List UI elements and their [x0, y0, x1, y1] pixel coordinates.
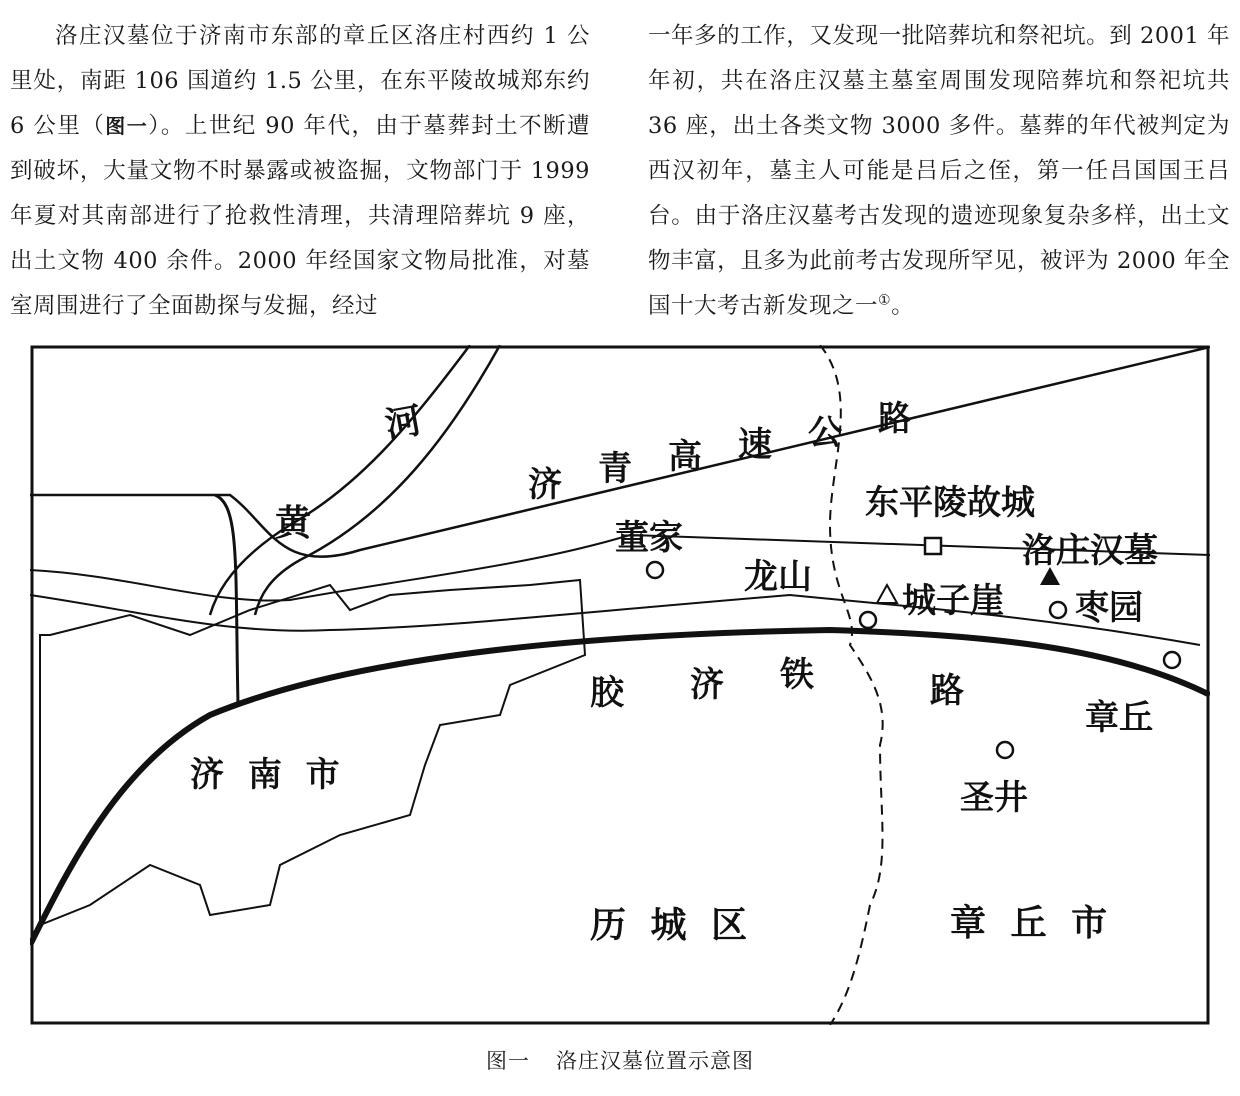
label-dongjia: 董家 [615, 518, 683, 558]
label-zaoyuan: 枣园 [1075, 588, 1143, 628]
label-river-huang: 黄 [275, 503, 312, 544]
dongjia-marker [647, 562, 663, 578]
caption-title: 洛庄汉墓位置示意图 [556, 1049, 754, 1073]
river-bank-south [255, 345, 500, 615]
label-expressway-char-1: 济 [528, 465, 562, 505]
label-railway-char-4: 路 [930, 671, 964, 711]
label-shengjing: 圣井 [960, 778, 1028, 818]
figure-reference[interactable]: 图一 [105, 114, 149, 138]
caption-number: 图一 [486, 1049, 530, 1073]
longshan-marker [860, 612, 876, 628]
label-railway-char-2: 济 [690, 665, 724, 705]
label-luozhuang: 洛庄汉墓 [1022, 531, 1158, 571]
label-jinan: 济 南 市 [190, 755, 346, 795]
label-expressway-char-4: 速 [738, 425, 772, 465]
dongpingling-marker [925, 538, 941, 554]
label-chengziya: 城子崖 [902, 581, 1004, 621]
label-river-he: 河 [382, 400, 425, 447]
paragraph-right: 一年多的工作，又发现一批陪葬坑和祭祀坑。到 2001 年年初，共在洛庄汉墓主墓室周围发现陪葬坑和祭祀坑共 36 座，出土各类文物 3000 多件。墓葬的年代被判定为西汉初年，墓主人可能是吕后之侄，第一任吕国国王吕台。由于洛庄汉墓考古发现的遗迹现象复杂多样，出土文物丰富，且多为此前考古发现所罕见，被评为 2000 年全国十大考古新发现之一①。 [648, 23, 1230, 319]
label-expressway-char-3: 高 [668, 437, 702, 477]
label-dongpingling: 东平陵故城 [865, 483, 1035, 523]
river-bank-north [210, 345, 470, 615]
label-licheng: 历 城 区 [590, 905, 754, 946]
label-railway-char-3: 铁 [780, 655, 814, 695]
zhangqiu-town-marker [1164, 652, 1180, 668]
label-expressway-char-5: 公 [808, 413, 842, 453]
vertical-road [215, 495, 238, 705]
figure-caption [0, 1045, 1240, 1075]
label-railway-char-1: 胶 [590, 673, 624, 713]
zaoyuan-marker [1050, 602, 1066, 618]
text-column-right [648, 14, 1230, 329]
label-expressway-char-2: 青 [598, 449, 632, 489]
label-longshan: 龙山 [744, 557, 812, 597]
label-zhangqiu-city: 章 丘 市 [950, 903, 1114, 944]
text-column-left [10, 14, 590, 329]
location-map [30, 345, 1210, 1025]
paragraph-left: 洛庄汉墓位于济南市东部的章丘区洛庄村西约 1 公里处，南距 106 国道约 1.5 公里，在东平陵故城郑东约 6 公里（图一）。上世纪 90 年代，由于墓葬封土不断遭到破坏，大量文物不时暴露或被盗掘，文物部门于 1999 年夏对其南部进行了抢救性清理，共清理陪葬坑 9 座，出土文物 400 余件。2000 年经国家文物局批准，对墓室周围进行了全面勘探与发掘，经过 [10, 23, 591, 319]
label-expressway-char-6: 路 [878, 399, 912, 439]
label-zhangqiu-town: 章丘 [1085, 698, 1153, 738]
footnote-marker[interactable]: ① [878, 292, 892, 309]
chengziya-marker [877, 585, 897, 603]
shengjing-marker [997, 742, 1013, 758]
